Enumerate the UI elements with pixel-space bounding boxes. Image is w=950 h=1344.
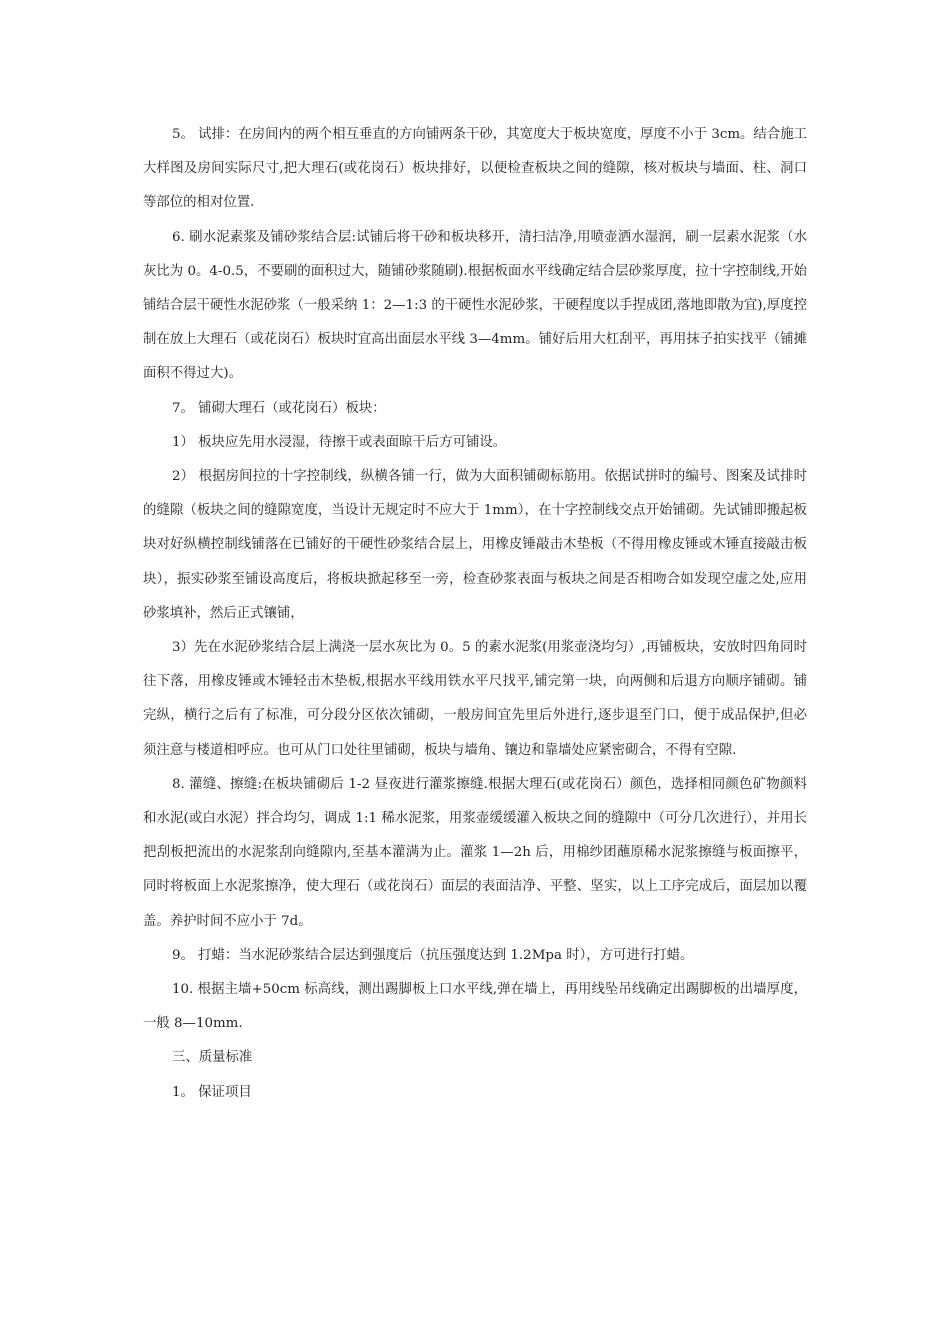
paragraph-control-lines: 2） 根据房间拉的十字控制线，纵横各铺一行，做为大面积铺砌标筋用。依据试拼时的编号、图案及试排时的缝隙（板块之间的缝隙宽度，当设计无规定时不应大于 1mm），在十字控制线交点开始铺砌。先试铺即搬起板块对好纵横控制线铺落在已铺好的干硬性砂浆结合层上，用橡皮锤敲击木垫板（不得用橡皮锤或木锤直接敲击板块），振实砂浆至铺设高度后，将板块掀起移至一旁，检查砂浆表面与板块之间是否相吻合如发现空虚之处,应用砂浆填补，然后正式镶铺， xyxy=(143,469,807,621)
document-page xyxy=(143,118,807,1110)
paragraph-cement-paste: 6. 刷水泥素浆及铺砂浆结合层:试铺后将干砂和板块移开，清扫洁净,用喷壶洒水湿润，刷一层素水泥浆（水灰比为 0。4-0.5，不要刷的面积过大，随铺砂浆随刷).根据板面水平线确定结合层砂浆厚度，拉十字控制线,开始铺结合层干硬性水泥砂浆（一般采纳 1：2—1:3 的干硬性水泥砂浆，干硬程度以手捏成团,落地即散为宜),厚度控制在放上大理石（或花岗石）板块时宜高出面层水平线 3—4mm。铺好后用大杠刮平，再用抹子拍实找平（铺摊面积不得过大)。 xyxy=(143,229,807,382)
paragraph-pour-slurry: 3）先在水泥砂浆结合层上满浇一层水灰比为 0。5 的素水泥浆(用浆壶浇均匀）,再铺板块，安放时四角同时往下落，用橡皮锤或木锤轻击木垫板,根据水平线用铁水平尺找平,铺完第一块，向两侧和后退方向顺序铺砌。铺完纵，横行之后有了标准，可分段分区依次铺砌，一般房间宜先里后外进行,逐步退至门口，便于成品保护,但必须注意与楼道相呼应。也可从门口处往里铺砌，板块与墙角、镶边和靠墙处应紧密砌合，不得有空隙. xyxy=(143,640,807,758)
section-heading-quality: 三、质量标准 xyxy=(172,1050,253,1066)
paragraph-grouting: 8. 灌缝、擦缝:在板块铺砌后 1-2 昼夜进行灌浆擦缝.根据大理石(或花岗石）颜色，选择相同颜色矿物颜料和水泥(或白水泥）拌合均匀，调成 1:1 稀水泥浆，用浆壶缓缓灌入板块之间的缝隙中（可分几次进行），并用长把刮板把流出的水泥浆刮向缝隙内,至基本灌满为止。灌浆 1—2h 后，用棉纱团蘸原稀水泥浆擦缝与板面擦平，同时将板面上水泥浆擦净，使大理石（或花岗石）面层的表面洁净、平整、坚实，以上工序完成后，面层加以覆盖。养护时间不应小于 7d。 xyxy=(143,776,807,929)
paragraph-laying-heading: 7。 铺砌大理石（或花岗石）板块： xyxy=(172,400,386,416)
paragraph-trial-layout: 5。 试排：在房间内的两个相互垂直的方向铺两条干砂，其宽度大于板块宽度，厚度不小于 3cm。结合施工大样图及房间实际尺寸,把大理石(或花岗石）板块排好，以便检查板块之间的缝隙，核对板块与墙面、柱、洞口等部位的相对位置. xyxy=(143,127,807,211)
subsection-guarantee-items: 1。 保证项目 xyxy=(172,1084,252,1100)
paragraph-waxing: 9。 打蜡：当水泥砂浆结合层达到强度后（抗压强度达到 1.2Mpa 时），方可进行打蜡。 xyxy=(172,947,694,963)
paragraph-skirting: 10. 根据主墙+50cm 标高线，测出踢脚板上口水平线,弹在墙上，再用线坠吊线确定出踢脚板的出墙厚度，一般 8—10mm. xyxy=(143,982,807,1032)
paragraph-soak-slabs: 1） 板块应先用水浸湿，待擦干或表面晾干后方可铺设。 xyxy=(172,434,507,450)
